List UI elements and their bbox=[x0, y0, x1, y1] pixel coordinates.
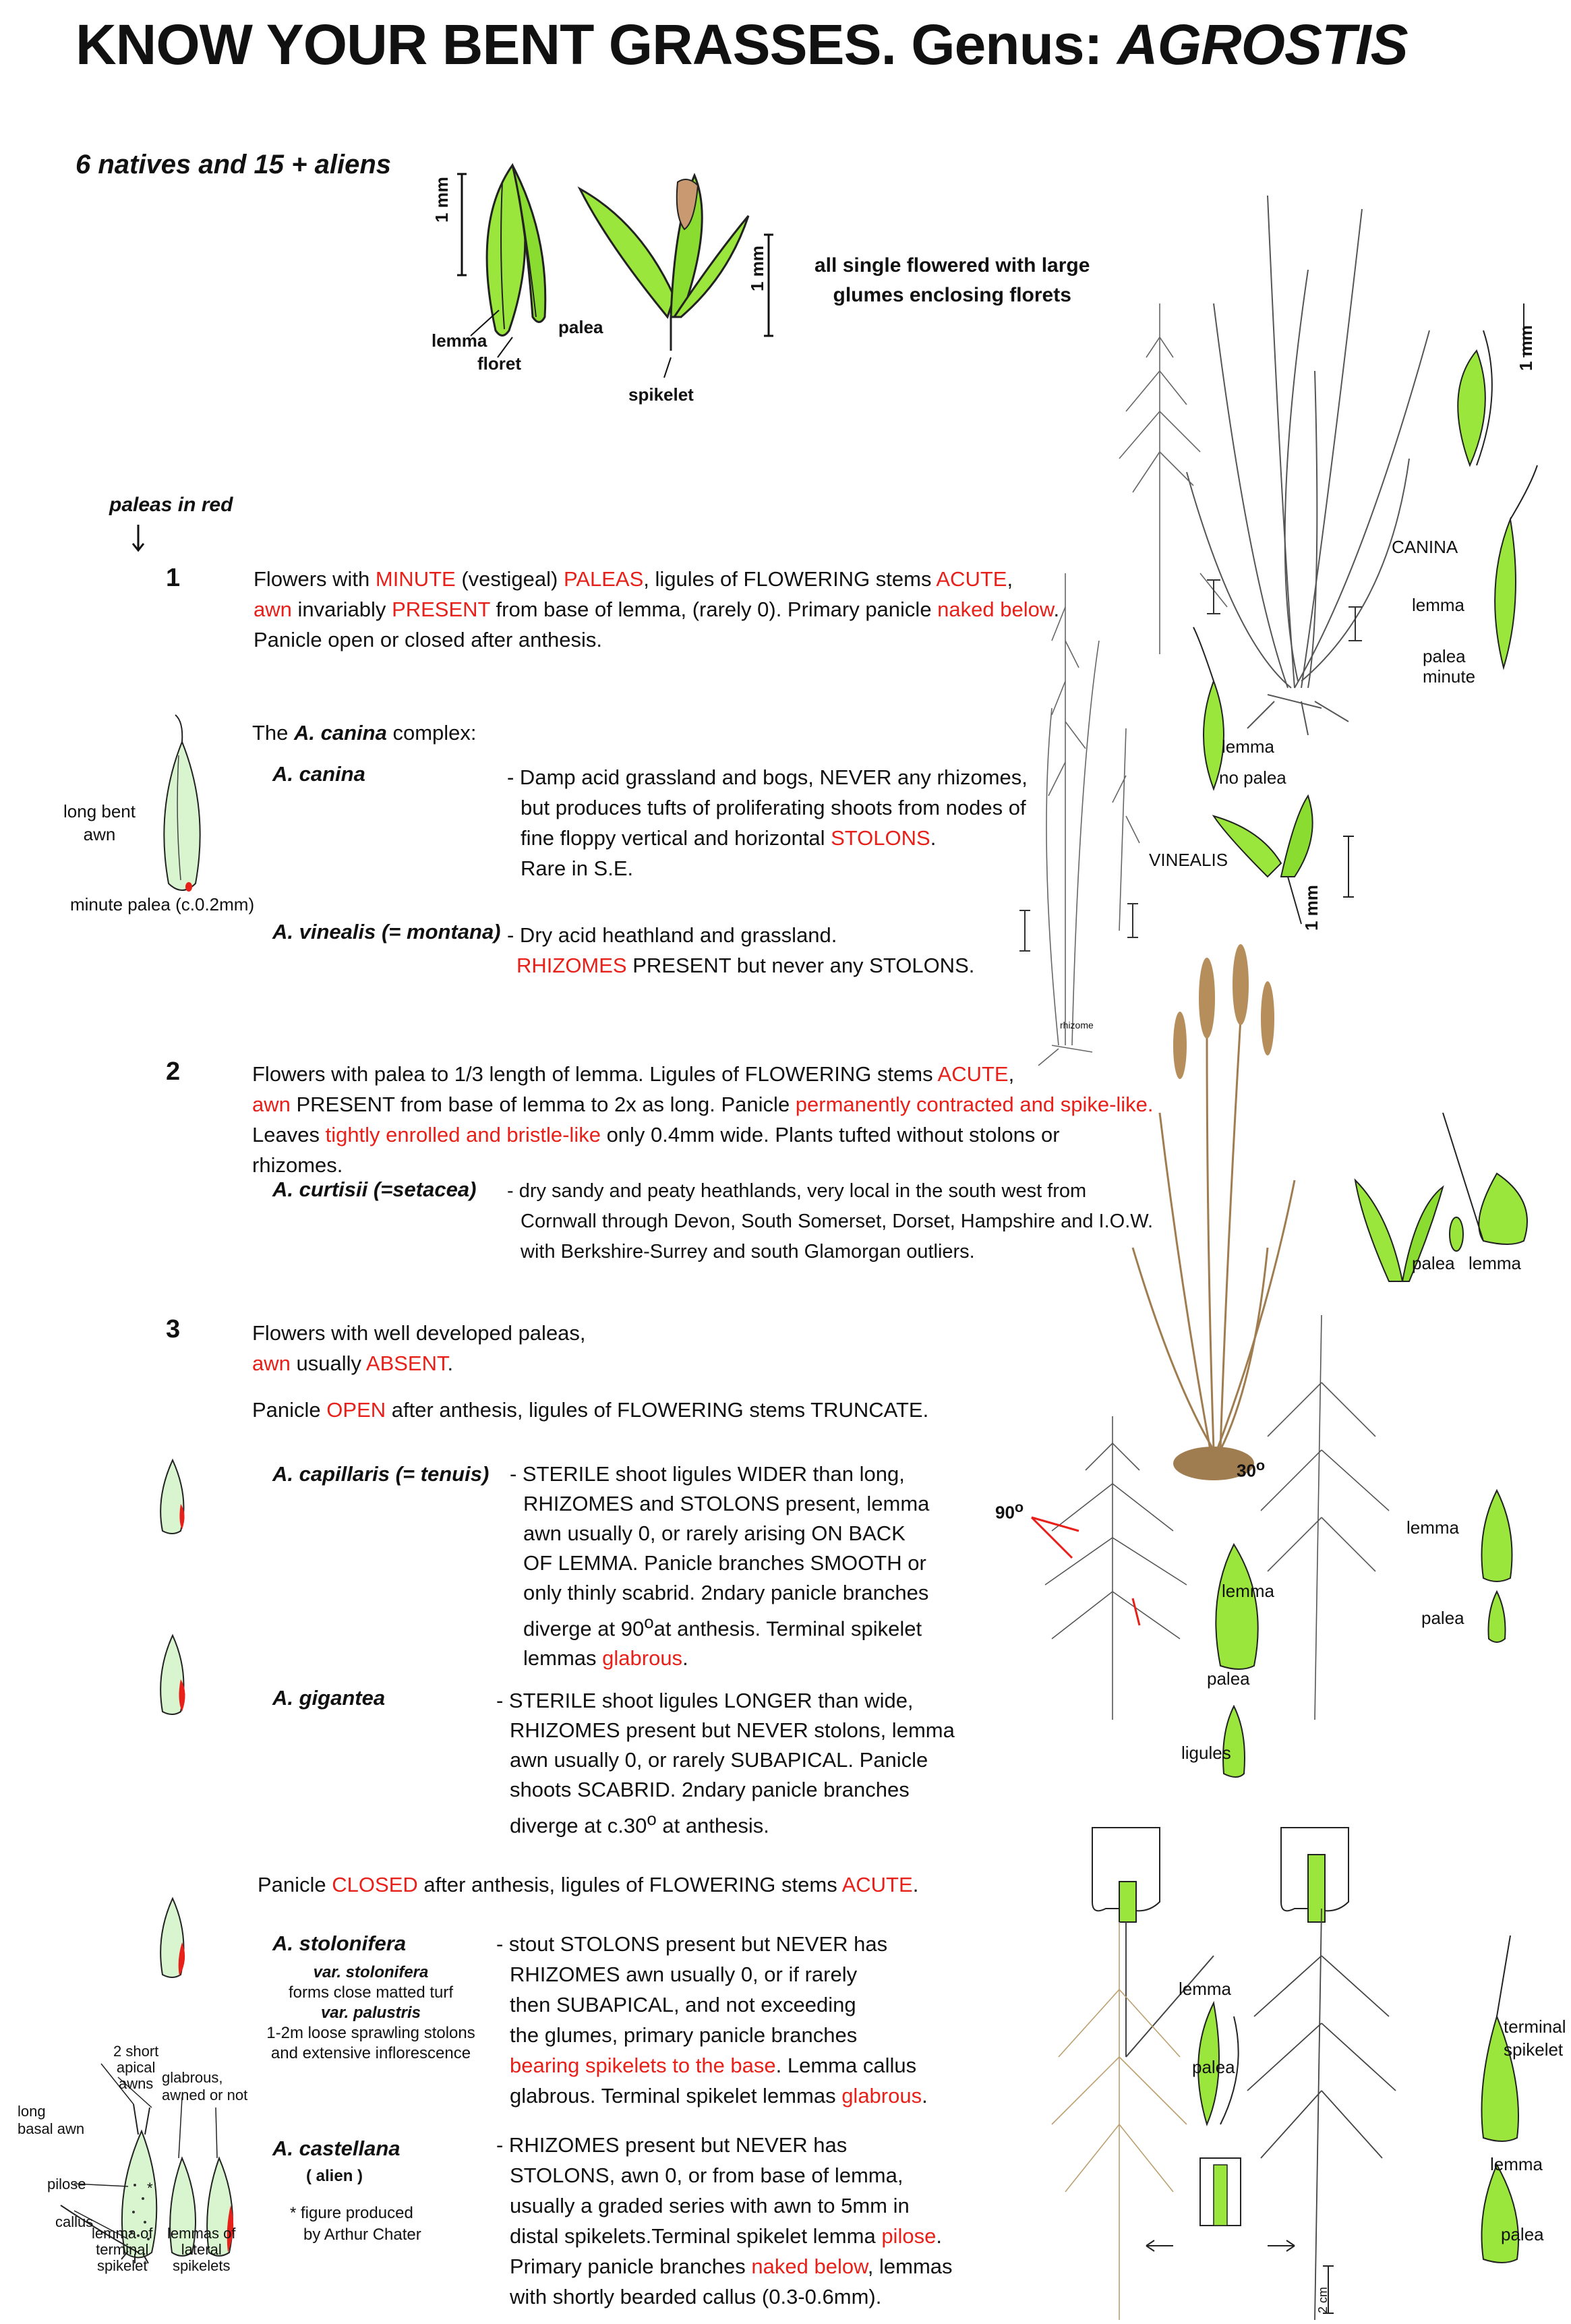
label-long-bent-awn: long bent awn bbox=[63, 801, 136, 844]
capillaris-lemma-icon bbox=[152, 1457, 193, 1538]
section-2-number: 2 bbox=[166, 1057, 181, 1086]
canina-panicle-drawing bbox=[1119, 303, 1227, 654]
section-1-number: 1 bbox=[166, 564, 181, 592]
canina-plant-drawing bbox=[1187, 196, 1429, 735]
label-short-apical-awns: 2 short apical awns bbox=[113, 2043, 159, 2092]
label-canina-lemma: lemma bbox=[1412, 595, 1465, 615]
panicle-closed-heading: Panicle CLOSED after anthesis, ligules of FLOWERING stems ACUTE. bbox=[258, 1873, 919, 1896]
label-spikelet: spikelet bbox=[628, 384, 694, 405]
species-canina: A. canina bbox=[272, 762, 365, 786]
label-stolonifera-lemma: lemma bbox=[1179, 1979, 1232, 1999]
label-terminal-spikelet: terminal spikelet bbox=[1504, 2016, 1566, 2060]
label-capillaris-lemma: lemma bbox=[1222, 1581, 1275, 1601]
single-flowered-note: all single flowered with large glumes enclosing florets bbox=[814, 254, 1090, 306]
label-gigantea-palea: palea bbox=[1421, 1608, 1464, 1628]
spikelet-drawing bbox=[580, 175, 748, 351]
species-capillaris: A. capillaris (= tenuis) bbox=[272, 1462, 490, 1486]
label-angle-90: 90$^o$ bbox=[995, 1499, 1024, 1523]
canina-description: - Damp acid grassland and bogs, NEVER any rhizomes, but produces tufts of proliferating shoots from nodes of fine floppy vertical and horizontal STOLONS. Rare in S.E. bbox=[507, 765, 1028, 880]
label-palea: palea bbox=[558, 317, 603, 337]
vinealis-description: - Dry acid heathland and grassland. RHIZOMES PRESENT but never any STOLONS. bbox=[507, 923, 975, 977]
label-no-palea: no palea bbox=[1219, 767, 1286, 788]
stolonifera-varieties: var. stolonifera forms close matted turf var. palustris 1-2m loose sprawling stolons and extensive inflorescence bbox=[266, 1963, 475, 2062]
label-lemma: lemma bbox=[432, 330, 487, 351]
label-canina-1mm: 1 mm bbox=[1516, 325, 1536, 371]
label-long-basal-awn: long basal awn bbox=[18, 2103, 85, 2137]
label-stolonifera-palea: palea bbox=[1192, 2057, 1235, 2077]
canina-lemma-figure bbox=[142, 715, 243, 904]
species-curtisii: A. curtisii (=setacea) bbox=[272, 1178, 477, 1201]
label-floret: floret bbox=[477, 353, 521, 374]
floret-drawing bbox=[487, 165, 545, 336]
page-title: KNOW YOUR BENT GRASSES. Genus: AGROSTIS bbox=[76, 13, 1408, 76]
label-castellana-lemma: lemma bbox=[1490, 2154, 1543, 2174]
castellana-description: - RHIZOMES present but NEVER has STOLONS, awn 0, or from base of lemma, usually a graded series with awn to 5mm in distal spikelets.Terminal spikelet lemma pilose. Primary panicle branches naked below, lemmas with shortly bearded callus (0.3-0.6mm). bbox=[496, 2133, 953, 2308]
label-ligules: ligules bbox=[1181, 1743, 1231, 1763]
section-1-description: Flowers with MINUTE (vestigeal) PALEAS, ligules of FLOWERING stems ACUTE, awn invariably PRESENT from base of lemma, (rarely 0). Primary panicle naked below. Panicle open or closed after anthesis. bbox=[254, 567, 1060, 651]
label-minute-palea: minute palea (c.0.2mm) bbox=[70, 894, 255, 914]
vinealis-plant-drawing bbox=[1038, 573, 1139, 1066]
label-capillaris-palea: palea bbox=[1207, 1668, 1250, 1689]
label-lemma-terminal: lemma of terminal spikelet bbox=[92, 2225, 153, 2274]
label-curtisii-lemma: lemma bbox=[1469, 1253, 1522, 1273]
down-arrow-icon bbox=[131, 525, 152, 558]
stolonifera-lemma-icon bbox=[152, 1895, 193, 1983]
label-curtisii-palea: palea bbox=[1412, 1253, 1455, 1273]
scale-1mm-a: 1 mm bbox=[432, 177, 452, 223]
species-stolonifera: A. stolonifera bbox=[272, 1931, 407, 1955]
castellana-alien: ( alien ) bbox=[306, 2167, 363, 2185]
paleas-in-red-note: paleas in red bbox=[109, 494, 233, 516]
species-castellana: A. castellana bbox=[272, 2137, 401, 2160]
section-2-description: Flowers with palea to 1/3 length of lemma. Ligules of FLOWERING stems ACUTE, awn PRESENT from base of lemma to 2x as long. Panicle permanently contracted and spike-like. Leaves tightly enrolled and bristle-like only 0.4mm wide. Plants tufted without stolons or rhizomes. bbox=[252, 1062, 1154, 1177]
label-asterisk: * bbox=[147, 2180, 153, 2197]
curtisii-plant-drawing bbox=[1133, 1018, 1295, 1450]
label-vinealis: VINEALIS bbox=[1149, 850, 1228, 870]
curtisii-description: - dry sandy and peaty heathlands, very local in the south west from Cornwall through Devon, South Somerset, Dorset, Hampshire and I.O.W. with Berkshire-Surrey and south Glamorgan outliers. bbox=[507, 1180, 1154, 1262]
stolonifera-description: - stout STOLONS present but NEVER has RHIZOMES awn usually 0, or if rarely then SUBAPICAL, and not exceeding the glumes, primary panicle branches bearing spikelets to the base. Lemma callus glabrous. Terminal spikelet lemmas glabrous. bbox=[496, 1932, 928, 2108]
section-3-description: Flowers with well developed paleas, awn usually ABSENT. Panicle OPEN after anthesis, ligules of FLOWERING stems TRUNCATE. bbox=[252, 1321, 929, 1422]
label-canina: CANINA bbox=[1392, 537, 1458, 557]
subtitle: 6 natives and 15 + aliens bbox=[76, 150, 392, 179]
right-illustrations bbox=[1011, 169, 1571, 2324]
gigantea-lemma-icon bbox=[152, 1632, 193, 1720]
label-rhizome: rhizome bbox=[1060, 1020, 1094, 1030]
stolonifera-panicle-drawing bbox=[1052, 1922, 1187, 2320]
scale-1mm-b: 1 mm bbox=[747, 245, 767, 291]
label-angle-30: 30$^o$ bbox=[1237, 1457, 1266, 1481]
section-3-number: 3 bbox=[166, 1315, 181, 1343]
capillaris-description: - STERILE shoot ligules WIDER than long, RHIZOMES and STOLONS present, lemma awn usually 0, or rarely arising ON BACK OF LEMMA. Panicle branches SMOOTH or only thinly scabrid. 2ndary panicle branches diverge at 90$^o$at anthesis. Terminal spikelet lemmas glabrous. bbox=[510, 1462, 930, 1671]
canina-complex-heading: The A. canina complex: bbox=[252, 721, 477, 745]
label-lemmas-lateral: lemmas of lateral spikelets bbox=[167, 2225, 236, 2274]
label-callus: callus bbox=[55, 2213, 94, 2230]
species-gigantea: A. gigantea bbox=[272, 1686, 386, 1710]
label-stolonifera-2cm: 2 cm bbox=[1316, 2286, 1330, 2313]
species-vinealis: A. vinealis (= montana) bbox=[272, 920, 501, 943]
gigantea-description: - STERILE shoot ligules LONGER than wide, RHIZOMES present but NEVER stolons, lemma awn usually 0, or rarely SUBAPICAL. Panicle shoots SCABRID. 2ndary panicle branches diverge at c.30$^o$ at anthesis. bbox=[496, 1689, 955, 1838]
chater-credit: * figure produced by Arthur Chater bbox=[290, 2204, 421, 2244]
capillaris-panicle-drawing bbox=[1045, 1315, 1389, 1720]
label-palea-minute: palea minute bbox=[1423, 646, 1476, 687]
label-vinealis-lemma: lemma bbox=[1222, 736, 1275, 757]
label-pilose: pilose bbox=[47, 2176, 86, 2192]
label-castellana-palea: palea bbox=[1501, 2224, 1544, 2244]
label-gigantea-lemma: lemma bbox=[1406, 1517, 1460, 1538]
label-glabrous-awned: glabrous, awned or not bbox=[162, 2069, 248, 2103]
label-vinealis-1mm: 1 mm bbox=[1301, 885, 1322, 931]
